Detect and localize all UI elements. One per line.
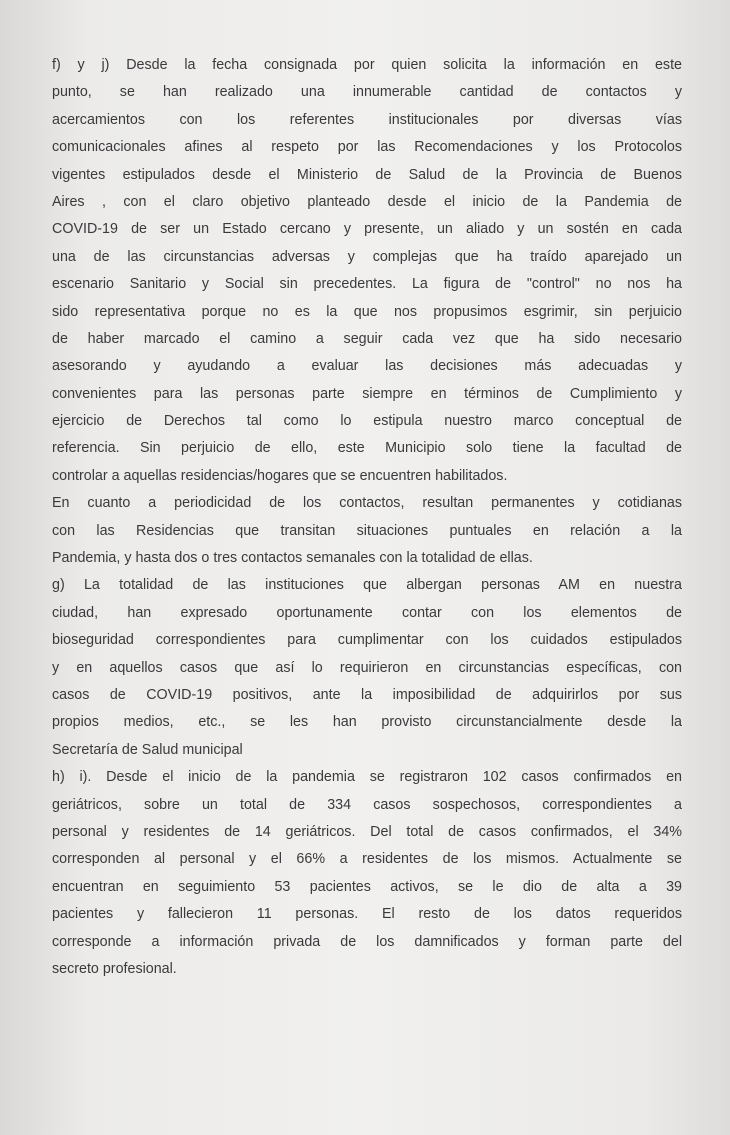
text-line: referencia. Sin perjuicio de ello, este Municipio solo tiene la facultad de xyxy=(52,440,682,457)
text-line: Secretaría de Salud municipal xyxy=(52,741,243,758)
text-line: una de las circunstancias adversas y complejas que ha traído aparejado un xyxy=(52,248,682,265)
text-line: pacientes y fallecieron 11 personas. El resto de los datos requeridos xyxy=(52,906,682,923)
text-line: f) y j) Desde la fecha consignada por quien solicita la información en este xyxy=(52,57,682,73)
text-line: acercamientos con los referentes institucionales por diversas vías xyxy=(52,111,682,128)
text-line: controlar a aquellas residencias/hogares que se encuentren habilitados. xyxy=(52,467,508,484)
text-line: COVID-19 de ser un Estado cercano y presente, un aliado y un sostén en cada xyxy=(52,221,682,238)
text-line: con las Residencias que transitan situaciones puntuales en relación a la xyxy=(52,522,682,539)
text-line: Aires , con el claro objetivo planteado desde el inicio de la Pandemia de xyxy=(52,193,682,210)
text-line: y en aquellos casos que así lo requirieron en circunstancias específicas, con xyxy=(52,659,682,676)
text-line: asesorando y ayudando a evaluar las decisiones más adecuadas y xyxy=(52,358,682,375)
text-line: escenario Sanitario y Social sin precedentes. La figura de "control" no nos ha xyxy=(52,276,682,293)
text-line: ejercicio de Derechos tal como lo estipula nuestro marco conceptual de xyxy=(52,413,682,430)
text-line: ciudad, han expresado oportunamente contar con los elementos de xyxy=(52,604,682,621)
text-line: secreto profesional. xyxy=(52,960,177,977)
text-line: encuentran en seguimiento 53 pacientes activos, se le dio de alta a 39 xyxy=(52,878,682,895)
text-line: h) i). Desde el inicio de la pandemia se registraron 102 casos confirmados en xyxy=(52,769,682,786)
text-line: En cuanto a periodicidad de los contactos, resultan permanentes y cotidianas xyxy=(52,495,682,512)
text-line: geriátricos, sobre un total de 334 casos sospechosos, correspondientes a xyxy=(52,796,682,813)
text-line: g) La totalidad de las instituciones que albergan personas AM en nuestra xyxy=(52,577,682,594)
text-line: personal y residentes de 14 geriátricos. Del total de casos confirmados, el 34% xyxy=(52,823,682,840)
text-line: de haber marcado el camino a seguir cada vez que ha sido necesario xyxy=(52,330,682,347)
text-line: sido representativa porque no es la que nos propusimos esgrimir, sin perjuicio xyxy=(52,303,682,320)
text-line: punto, se han realizado una innumerable cantidad de contactos y xyxy=(52,84,682,101)
document-body-text xyxy=(52,52,682,983)
text-line: propios medios, etc., se les han provisto circunstancialmente desde la xyxy=(52,714,682,731)
text-line: comunicacionales afines al respeto por las Recomendaciones y los Protocolos xyxy=(52,139,682,156)
text-line: casos de COVID-19 positivos, ante la imposibilidad de adquirirlos por sus xyxy=(52,686,682,703)
text-line: Pandemia, y hasta dos o tres contactos semanales con la totalidad de ellas. xyxy=(52,550,533,567)
text-line: convenientes para las personas parte siempre en términos de Cumplimiento y xyxy=(52,385,682,402)
text-line: vigentes estipulados desde el Ministerio de Salud de la Provincia de Buenos xyxy=(52,166,682,183)
text-line: corresponde a información privada de los damnificados y forman parte del xyxy=(52,933,682,950)
text-line: corresponden al personal y el 66% a residentes de los mismos. Actualmente se xyxy=(52,851,682,868)
text-line: bioseguridad correspondientes para cumplimentar con los cuidados estipulados xyxy=(52,632,682,649)
